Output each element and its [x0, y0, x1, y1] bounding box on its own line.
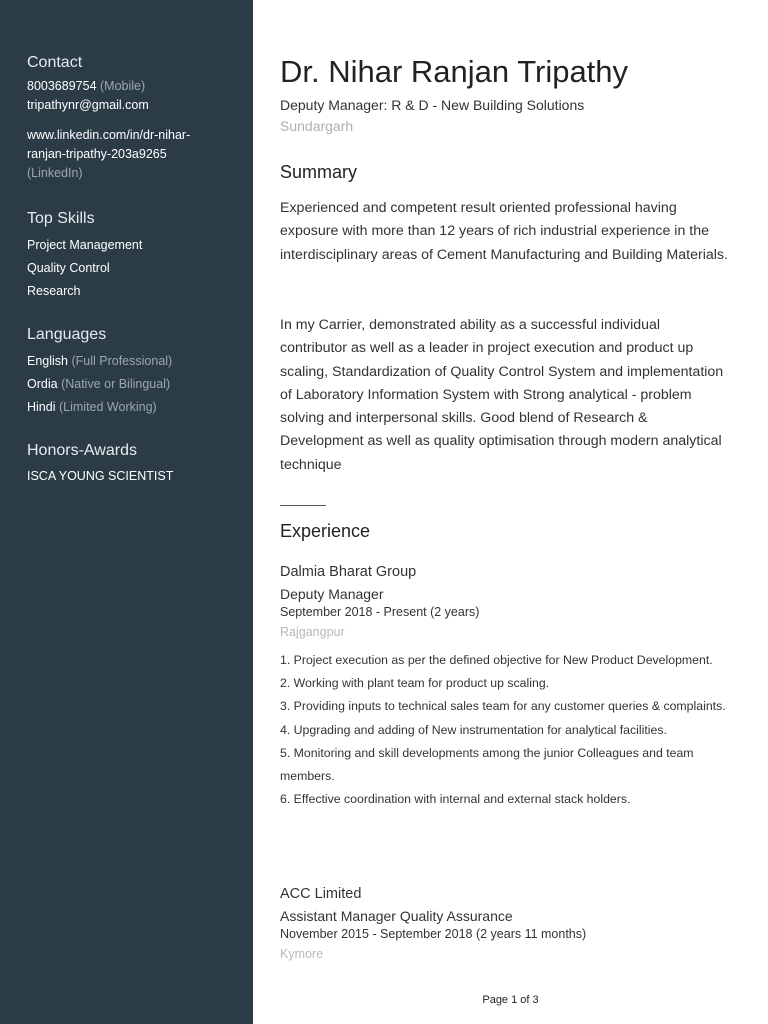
experience-heading: Experience: [280, 521, 371, 541]
contact-heading: Contact: [27, 54, 83, 71]
phone-line: [27, 77, 242, 96]
language-level: (Full Professional): [71, 354, 173, 368]
job-company: ACC Limited: [280, 886, 362, 902]
contact-section: [27, 54, 242, 183]
phone-type: (Mobile): [100, 79, 146, 93]
language-level: (Native or Bilingual): [61, 377, 171, 391]
section-divider: [280, 505, 326, 506]
summary-heading: Summary: [280, 162, 358, 182]
languages-heading: Languages: [27, 326, 107, 343]
honor-item: ISCA YOUNG SCIENTIST: [27, 469, 174, 483]
job-company: Dalmia Bharat Group: [280, 564, 417, 580]
language-name: English: [27, 354, 68, 368]
linkedin-type: (LinkedIn): [27, 166, 83, 180]
languages-section: [27, 326, 242, 419]
language-name: Hindi: [27, 400, 56, 414]
linkedin-link-line1[interactable]: www.linkedin.com/in/dr-nihar-: [27, 128, 191, 142]
skills-heading: Top Skills: [27, 210, 95, 227]
page-footer: [0, 994, 768, 1006]
job-role: Assistant Manager Quality Assurance: [280, 908, 513, 924]
job-dates: September 2018 - Present (2 years): [280, 605, 480, 619]
language-item: [27, 373, 242, 396]
job-bullet: 6. Effective coordination with internal and external stack holders.: [280, 792, 631, 807]
skill-item: Research: [27, 284, 81, 298]
language-item: [27, 396, 242, 419]
job-bullets: [280, 649, 730, 811]
job-bullet: 5. Monitoring and skill developments among the junior Colleagues and team members.: [280, 745, 694, 784]
language-name: Ordia: [27, 377, 58, 391]
job-bullet: 2. Working with plant team for product up scaling.: [280, 676, 550, 691]
skills-section: [27, 210, 242, 303]
honors-heading: Honors-Awards: [27, 442, 137, 459]
linkedin-block: [27, 126, 242, 183]
job-bullet: 1. Project execution as per the defined objective for New Product Development.: [280, 653, 713, 667]
job-bullet: 4. Upgrading and adding of New instrumentation for analytical facilities.: [280, 722, 667, 737]
language-item: [27, 350, 242, 373]
skill-item: Quality Control: [27, 261, 110, 275]
profile-headline: Deputy Manager: R & D - New Building Solutions: [280, 97, 585, 113]
linkedin-link-line2[interactable]: ranjan-tripathy-203a9265: [27, 147, 167, 161]
job-bullet: 3. Providing inputs to technical sales team for any customer queries & complaints.: [280, 699, 726, 714]
page-number: Page 1 of 3: [482, 994, 539, 1006]
summary-paragraph: Experienced and competent result oriented professional having exposure with more than 12 years of rich industrial experience in the interdisciplinary areas of Cement Manufacturing and Building Materials.: [280, 200, 728, 263]
job-location: Kymore: [280, 947, 324, 961]
sidebar: [0, 0, 253, 1024]
summary-paragraph: In my Carrier, demonstrated ability as a successful individual contributor as well as a leader in project execution and product up scaling, Standardization of Quality Control System and implementation of Laboratory Information System with Strong analytical - problem solving and interpersonal skills. Good blend of Research & Development as well as quality optimisation through modern analytical technique: [280, 317, 724, 473]
email-link[interactable]: tripathynr@gmail.com: [27, 98, 149, 112]
honors-section: [27, 442, 242, 486]
skill-item: Project Management: [27, 238, 143, 252]
job-dates: November 2015 - September 2018 (2 years 11 months): [280, 927, 587, 941]
profile-location: Sundargarh: [280, 118, 354, 134]
job-role: Deputy Manager: [280, 586, 384, 602]
phone-number[interactable]: 8003689754: [27, 79, 97, 93]
job-location: Rajgangpur: [280, 625, 345, 639]
profile-name: Dr. Nihar Ranjan Tripathy: [280, 54, 629, 89]
language-level: (Limited Working): [58, 400, 157, 414]
